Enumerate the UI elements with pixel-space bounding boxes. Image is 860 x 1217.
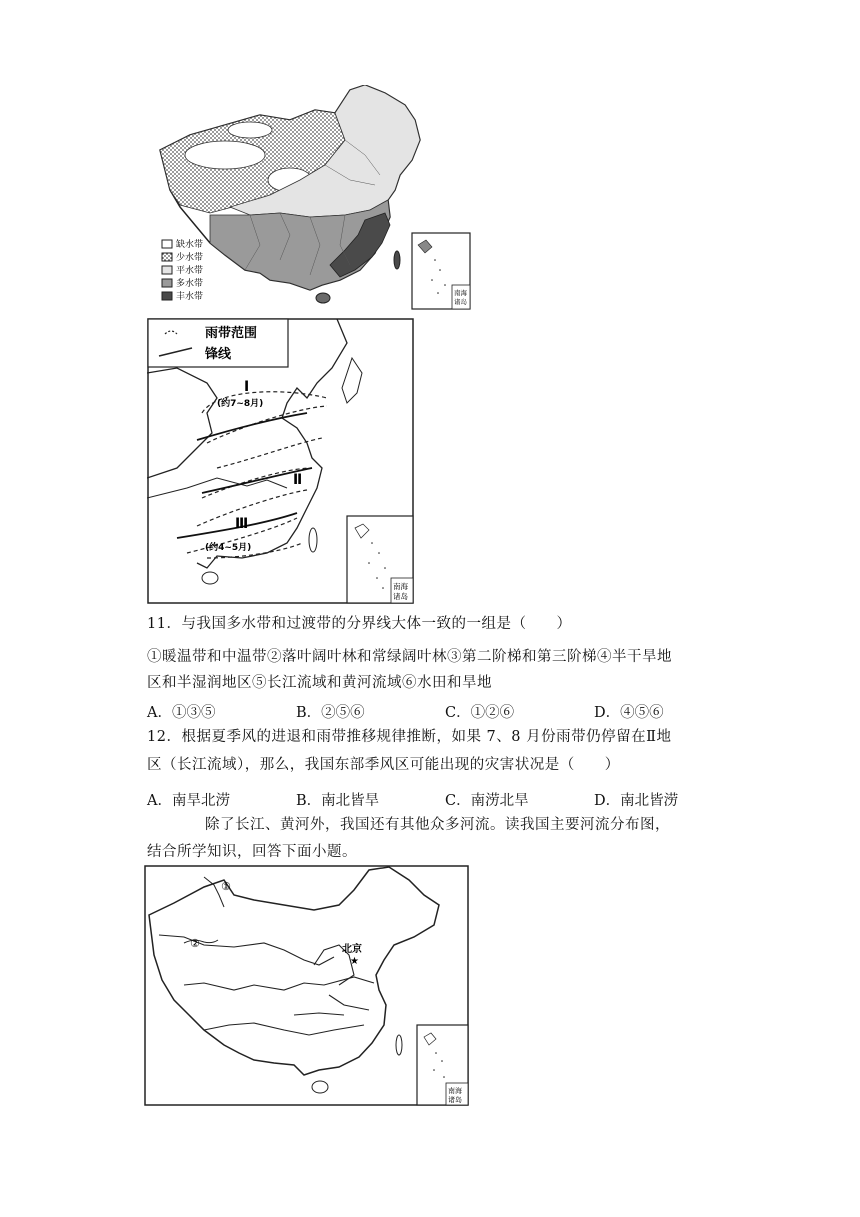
q12-option-d[interactable]: D．南北皆涝 (594, 793, 679, 809)
q12-option-a[interactable]: A．南旱北涝 (147, 793, 230, 809)
legend-label-1: 少水带 (176, 253, 204, 263)
zone-label-1: Ⅰ (244, 379, 250, 395)
intro-line-1: 除了长江、黄河外，我国还有其他众多河流。读我国主要河流分布图， (205, 817, 670, 833)
inset3-label-line2: 诸岛 (448, 1096, 462, 1104)
river-marker-1: ① (221, 880, 231, 893)
q11-stem: 11．与我国多水带和过渡带的分界线大体一致的一组是（ ） (147, 616, 572, 632)
q11-line-2: 区和半湿润地区⑤长江流域和黄河流域⑥水田和旱地 (147, 675, 492, 691)
legend-rain-range: 雨带范围 (205, 326, 258, 341)
zone-period-1: (约7~8月) (217, 399, 264, 409)
river-marker-2: ② (190, 937, 200, 950)
q12-option-c[interactable]: C．南涝北旱 (445, 793, 529, 809)
rain-belt-map (147, 318, 415, 608)
q11-option-d[interactable]: D．④⑤⑥ (594, 705, 664, 721)
inset2-label-line1: 南海 (393, 582, 408, 591)
q11-option-b[interactable]: B．②⑤⑥ (296, 705, 365, 721)
q12-line-2: 区（长江流域），那么，我国东部季风区可能出现的灾害状况是（ ） (147, 757, 620, 773)
legend-label-4: 丰水带 (176, 292, 204, 302)
q11-option-c[interactable]: C．①②⑥ (445, 705, 515, 721)
south-china-sea-inset (412, 233, 470, 309)
legend-front-line: 锋线 (205, 347, 232, 362)
q12-option-b[interactable]: B．南北皆旱 (296, 793, 380, 809)
taiwan-island (394, 251, 400, 269)
zone-period-3: (约4~5月) (205, 543, 252, 553)
q11-line-1: ①暖温带和中温带②落叶阔叶林和常绿阔叶林③第二阶梯和第三阶梯④半干旱地 (147, 649, 672, 665)
inset3-label-line1: 南海 (448, 1087, 462, 1095)
legend-label-3: 多水带 (176, 279, 204, 289)
zone-label-2: Ⅱ (293, 472, 303, 488)
south-china-sea-inset-3 (417, 1025, 468, 1105)
intro-line-2: 结合所学知识，回答下面小题。 (147, 844, 357, 860)
inset2-label-line2: 诸岛 (393, 592, 408, 601)
water-zone-legend (162, 238, 203, 302)
q11-option-a[interactable]: A．①③⑤ (147, 705, 216, 721)
legend-label-0: 缺水带 (176, 240, 204, 250)
river-distribution-map (144, 865, 470, 1107)
water-zone-map (150, 85, 475, 313)
q12-line-1: 12．根据夏季风的进退和雨带推移规律推断，如果 7、8 月份雨带仍停留在Ⅱ地 (147, 729, 672, 745)
inset-label-line1: 南海 (454, 289, 467, 297)
south-china-sea-inset-2 (347, 516, 413, 603)
beijing-label: 北京 (342, 944, 362, 955)
zone-queshui-2 (228, 122, 272, 138)
legend-label-2: 平水带 (176, 266, 204, 276)
inset-label-line2: 诸岛 (454, 298, 467, 306)
zone-queshui-1 (185, 141, 265, 169)
capital-star-icon: ★ (350, 956, 359, 967)
hainan-island (316, 293, 330, 303)
zone-label-3: Ⅲ (235, 516, 249, 532)
